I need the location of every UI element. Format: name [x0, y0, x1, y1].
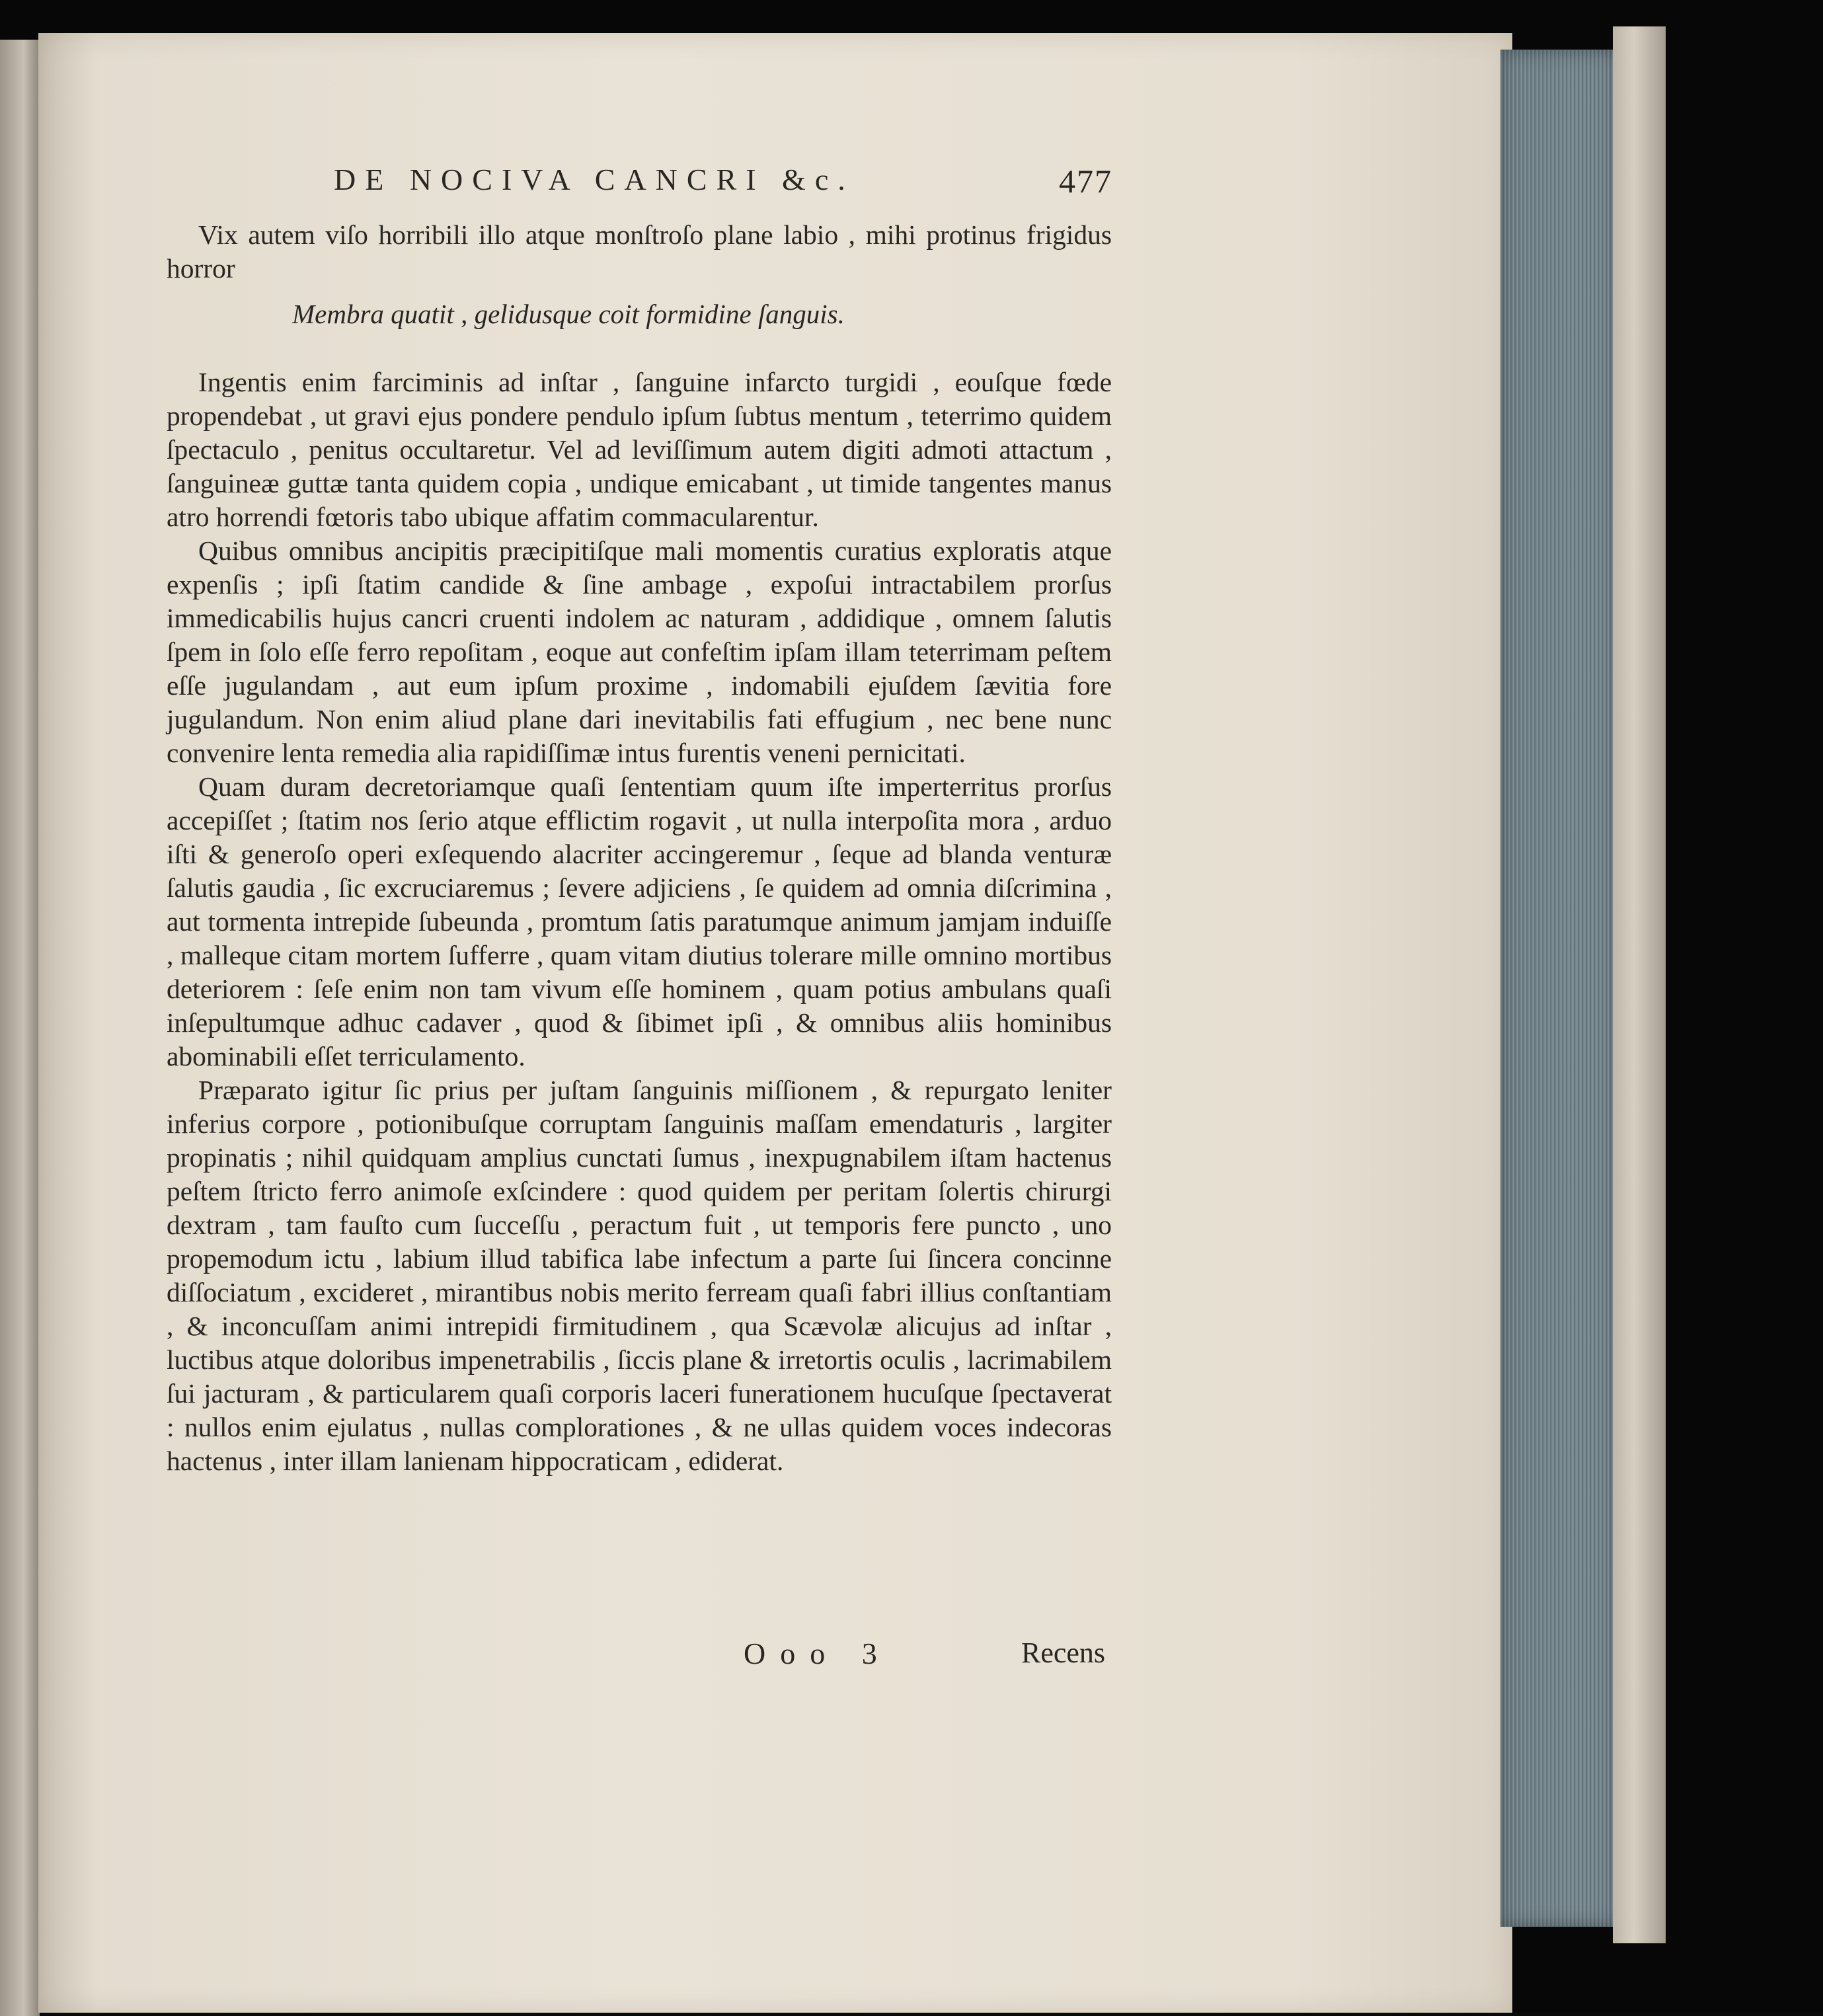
cover-edge [1613, 26, 1666, 1943]
body-text [167, 218, 1112, 1478]
paragraph: Quam duram decretoriamque quaſi ſententiam quum iſte imperterritus prorſus accepiſſet ; ſtatim nos ſerio atque efflictim rogavit , ut nulla interpoſita mora , arduo iſti & generoſo operi exſequendo alacriter accingeremur , ſeque ad blanda venturæ ſalutis gaudia , ſic excruciaremus ; ſevere adjiciens , ſe quidem ad omnia diſcrimina , aut tormenta intrepide ſubeunda , promtum ſatis paratumque animum jamjam induiſſe , malleque citam mortem ſufferre , quam vitam diutius tolerare mille omnino mortibus deteriorem : ſeſe enim non tam vivum eſſe hominem , quam potius ambulans quaſi inſepultumque adhuc cadaver , quod & ſibimet ipſi , & omnibus aliis hominibus abominabili eſſet terriculamento. [167, 771, 1112, 1071]
paragraph: Quibus omnibus ancipitis præcipitiſque mali momentis curatius exploratis atque expenſis ; ipſi ſtatim candide & ſine ambage , expoſui intractabilem prorſus immedicabilis hujus cancri cruenti indolem ac naturam , addidique , omnem ſalutis ſpem in ſolo eſſe ferro repoſitam , eoque aut confeſtim ipſam illam teterrimam peſtem eſſe jugulandam , aut eum ipſum proxime , indomabili ejuſdem ſævitia fore jugulandum. Non enim aliud plane dari inevitabilis fati effugium , nec bene nunc convenire lenta remedia alia rapidiſſimæ intus furentis veneni pernicitati. [167, 535, 1112, 768]
facing-page-edge [0, 40, 40, 2016]
paragraph: Ingentis enim farciminis ad inſtar , ſanguine infarcto turgidi , eouſque fœde propendebat , ut gravi ejus pondere pendulo ipſum ſubtus mentum , teterrimo quidem ſpectaculo , penitus occultaretur. Vel ad leviſſimum autem digiti admoti attactum , ſanguineæ guttæ tanta quidem copia , undique emicabant , ut timide tangentes manus atro horrendi fœtoris tabo ubique affatim commacularentur. [167, 367, 1112, 532]
paragraph: Præparato igitur ſic prius per juſtam ſanguinis miſſionem , & repurgato leniter inferius corpore , potionibuſque corruptam ſanguinis maſſam emendaturis , largiter propinatis ; nihil quidquam amplius cunctati ſumus , inexpugnabilem iſtam hactenus peſtem ſtricto ferro animoſe exſcindere : quod quidem per peritam ſolertis chirurgi dextram , tam fauſto cum ſucceſſu , peractum fuit , ut temporis fere puncto , uno propemodum ictu , labium illud tabifica labe infectum a parte ſui ſincera concinne diſſociatum , excideret , mirantibus nobis merito ferream quaſi fabri illius conſtantiam , & inconcuſſam animi intrepidi firmitudinem , qua Scævolæ alicujus ad inſtar , luctibus atque doloribus impenetrabilis , ſiccis plane & irretortis oculis , lacrimabilem ſui jacturam , & particularem quaſi corporis laceri funerationem hucuſque ſpectaverat : nullos enim ejulatus , nullas complorationes , & ne ullas quidem voces indecoras hactenus , inter illam lanienam hippocraticam , ediderat. [167, 1075, 1112, 1476]
paragraph: Vix autem viſo horribili illo atque monſtroſo plane labio , mihi protinus frigidus horror [167, 219, 1112, 284]
signature-mark: Ooo 3 [744, 1637, 892, 1670]
running-head: DE NOCIVA CANCRI &c. [334, 163, 855, 196]
page-number: 477 [1059, 163, 1112, 200]
catchword: Recens [1021, 1637, 1106, 1669]
page-fore-edge [1500, 50, 1619, 1927]
verse-quotation: Membra quatit , gelidusque coit formidine ſanguis. [292, 299, 845, 329]
